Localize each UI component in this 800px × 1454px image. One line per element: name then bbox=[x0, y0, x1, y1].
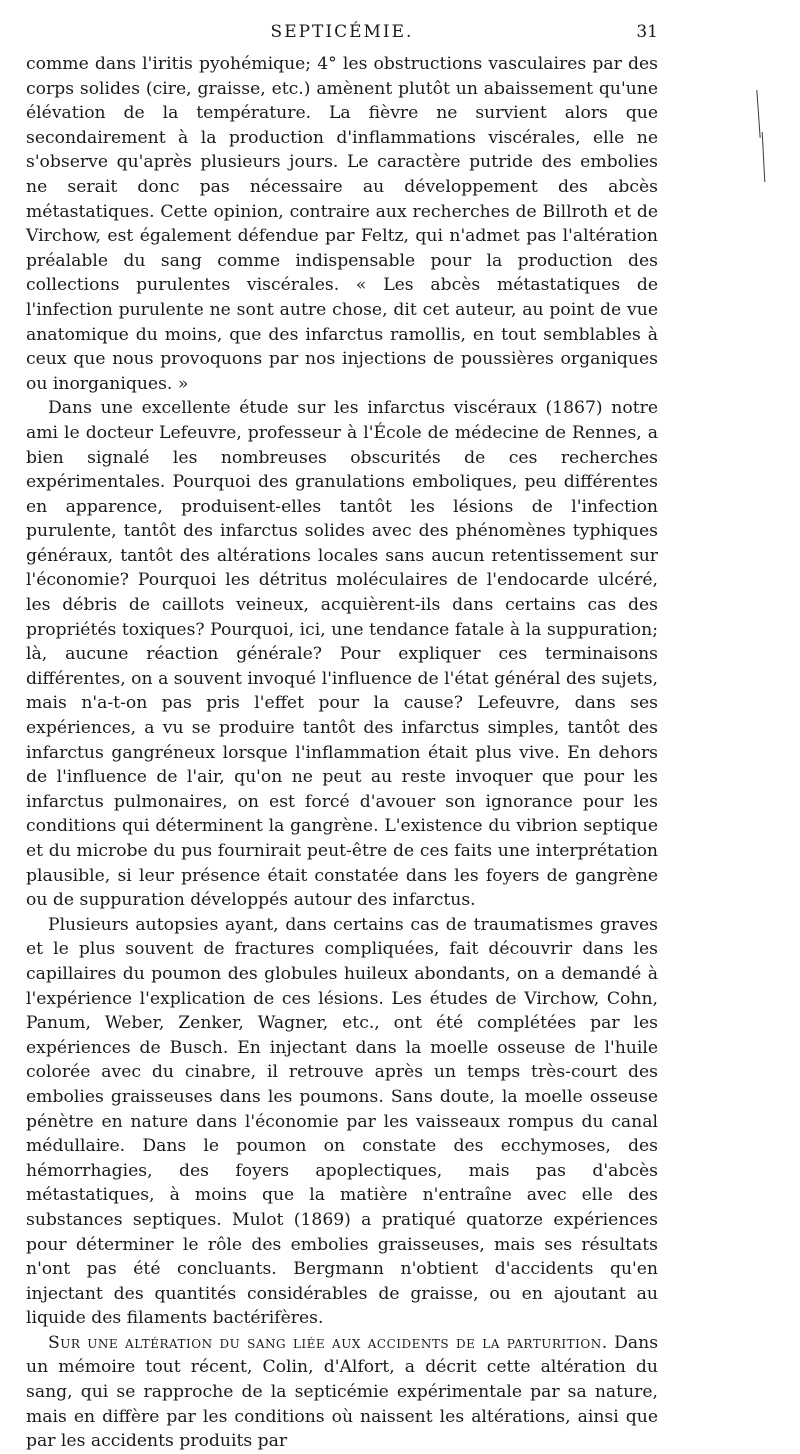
paragraph-2: Dans une excellente étude sur les infarctus viscéraux (1867) notre ami le docteur Lefeuvre, professeur à l'École de médecine de Rennes, a bien signalé les nombreuses obscurités de ces recherches expérimentales. Pourquoi des granulations emboliques, peu différentes en apparence, produisent-elles tantôt les lésions de l'infection purulente, tantôt des infarctus solides avec des phénomènes typhiques généraux, tantôt des altérations locales sans aucun retentissement sur l'économie? Pourquoi les détritus moléculaires de l'endocarde ulcéré, les débris de caillots veineux, acquièrent-ils dans certains cas des propriétés toxiques? Pourquoi, ici, une tendance fatale à la suppuration; là, aucune réaction générale? Pour expliquer ces terminaisons différentes, on a souvent invoqué l'influence de l'état général des sujets, mais n'a-t-on pas pris l'effet pour la cause? Lefeuvre, dans ses expériences, a vu se produire tantôt des infarctus simples, tantôt des infarctus gangréneux lorsque l'inflammation était plus vive. En dehors de l'influence de l'air, qu'on ne peut au reste invoquer que pour les infarctus pulmonaires, on est forcé d'avouer son ignorance pour les conditions qui déterminent la gangrène. L'existence du vibrion septique et du microbe du pus fournirait peut-être de ces faits une interprétation plausible, si leur présence était constatée dans les foyers de gangrène ou de suppuration développés autour des infarctus. bbox=[26, 398, 658, 911]
margin-mark bbox=[762, 132, 766, 182]
page-header bbox=[26, 22, 658, 44]
paragraph-4 bbox=[26, 1331, 658, 1454]
margin-mark bbox=[756, 90, 760, 138]
running-title: SEPTICÉMIE. bbox=[270, 22, 414, 42]
paragraph-3: Plusieurs autopsies ayant, dans certains cas de traumatismes graves et le plus souvent de fractures compliquées, fait découvrir dans les capillaires du poumon des globules huileux abondants, on a demandé à l'expérience l'explication de ces lésions. Les études de Virchow, Cohn, Panum, Weber, Zenker, Wagner, etc., ont été complétées par les expériences de Busch. En injectant dans la moelle osseuse de l'huile colorée avec du cinabre, il retrouve après un temps très-court des embolies graisseuses dans les poumons. Sans doute, la moelle osseuse pénètre en nature dans l'économie par les vaisseaux rompus du canal médullaire. Dans le poumon on constate des ecchymoses, des hémorrhagies, des foyers apoplectiques, mais pas d'abcès métastatiques, à moins que la matière n'entraîne avec elle des substances septiques. Mulot (1869) a pratiqué quatorze expériences pour déterminer le rôle des embolies graisseuses, mais ses résultats n'ont pas été concluants. Bergmann n'obtient d'accidents qu'en injectant des quantités considérables de graisse, ou en ajoutant au liquide des filaments bactérifères. bbox=[26, 914, 658, 1329]
page-number: 31 bbox=[636, 22, 658, 42]
paragraph-1: comme dans l'iritis pyohémique; 4° les obstructions vasculaires par des corps solides (cire, graisse, etc.) amènent plutôt un abaissement qu'une élévation de la température. La fièvre ne survient alors que secondairement à la production d'inflammations viscérales, elle ne s'observe qu'après plusieurs jours. Le caractère putride des embolies ne serait donc pas nécessaire au développement des abcès métastatiques. Cette opinion, contraire aux recherches de Billroth et de Virchow, est également défendue par Feltz, qui n'admet pas l'altération préalable du sang comme indispensable pour la production des collections purulentes viscérales. « Les abcès métastatiques de l'infection purulente ne sont autre chose, dit cet auteur, au point de vue anatomique du moins, que des infarctus ramollis, en tout semblables à ceux que nous provoquons par nos injections de poussières organiques ou inorganiques. » bbox=[26, 54, 658, 394]
paragraph-4-text: Dans un mémoire tout récent, Colin, d'Alfort, a décrit cette altération du sang, qui se rapproche de la septicémie expérimentale par sa nature, mais en diffère par les conditions où naissent les altérations, ainsi que par les accidents produits par bbox=[26, 1332, 659, 1452]
body-text bbox=[26, 52, 658, 1454]
section-heading: Sur une altération du sang liée aux accidents de la parturition. bbox=[48, 1332, 608, 1353]
